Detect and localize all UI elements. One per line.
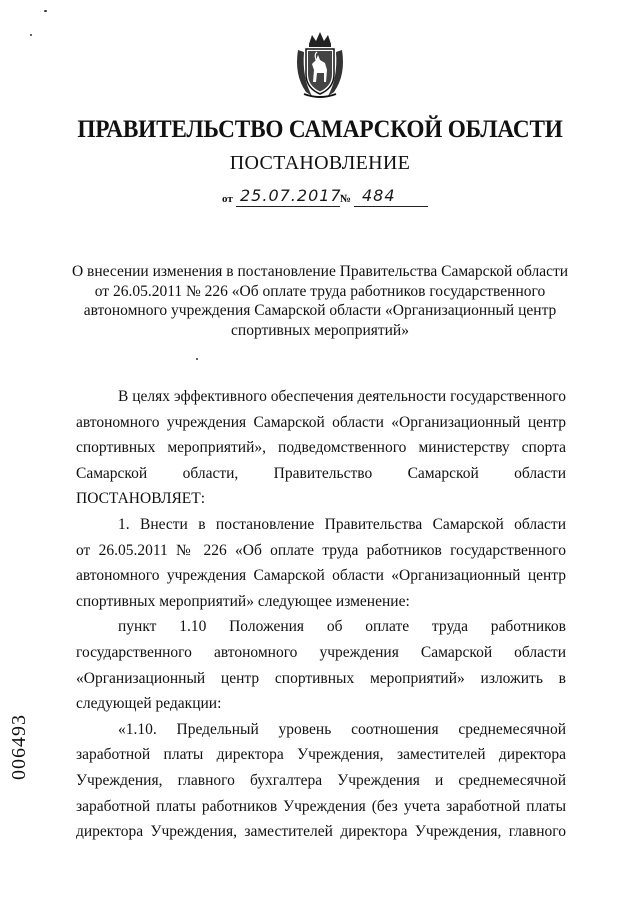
body-line: пункт 1.10 Положения об оплате труда работников: [118, 618, 566, 636]
body-line: от 26.05.2011 № 226 «Об оплате труда работников государственного: [76, 541, 566, 559]
handwritten-date: 25.07.2017: [240, 186, 342, 205]
body-line: автономного учреждения Самарской области «Организационный центр: [76, 567, 566, 585]
date-prefix: от: [222, 193, 233, 205]
document-heading: [60, 262, 580, 340]
scan-speck: [196, 358, 198, 360]
number-underline: [354, 206, 428, 207]
heading-line: от 26.05.2011 № 226 «Об оплате труда работников государственного: [94, 282, 546, 300]
scan-speck: [30, 34, 32, 36]
body-line: 1. Внести в постановление Правительства Самарской области: [118, 515, 566, 533]
body-line: заработной платы директора Учреждения, заместителей директора: [76, 746, 566, 764]
body-line: «Организационный центр спортивных мероприятий» изложить в: [76, 669, 566, 687]
scan-speck: [44, 10, 47, 12]
body-line: Самарской области, Правительство Самарской области ПОСТАНОВЛЯЕТ:: [76, 464, 566, 508]
body-line: директора Учреждения, заместителей директора Учреждения, главного: [76, 823, 566, 841]
body-line: автономного учреждения Самарской области «Организационный центр: [76, 413, 566, 431]
body-line: государственного автономного учреждения Самарской области: [76, 643, 566, 661]
government-title: ПРАВИТЕЛЬСТВО САМАРСКОЙ ОБЛАСТИ: [77, 116, 563, 143]
date-underline: [236, 206, 340, 207]
heading-line: автономного учреждения Самарской области «Организационный центр: [83, 302, 557, 319]
heading-line: спортивных мероприятий»: [231, 321, 409, 339]
body-line: «1.10. Предельный уровень соотношения среднемесячной: [118, 720, 566, 738]
handwritten-number: 484: [362, 186, 396, 205]
margin-stamp-number: 006493: [8, 714, 30, 780]
body-line: В целях эффективного обеспечения деятельности государственного: [118, 388, 566, 405]
body-line: Учреждения, главного бухгалтера Учреждения и среднемесячной: [76, 771, 566, 789]
document-type: ПОСТАНОВЛЕНИЕ: [229, 152, 411, 174]
date-number-line: [222, 186, 432, 212]
document-body: [76, 384, 566, 845]
body-line: следующей редакции:: [76, 695, 222, 713]
heading-line: О внесении изменения в постановление Правительства Самарской области: [71, 263, 569, 280]
body-line: заработной платы работников Учреждения (без учета заработной платы: [76, 797, 566, 815]
body-line: спортивных мероприятий» следующее изменение:: [76, 592, 410, 610]
number-sign: №: [340, 193, 352, 205]
body-line: спортивных мероприятий», подведомственного министерству спорта: [76, 439, 566, 457]
coat-of-arms-icon: [292, 30, 348, 100]
